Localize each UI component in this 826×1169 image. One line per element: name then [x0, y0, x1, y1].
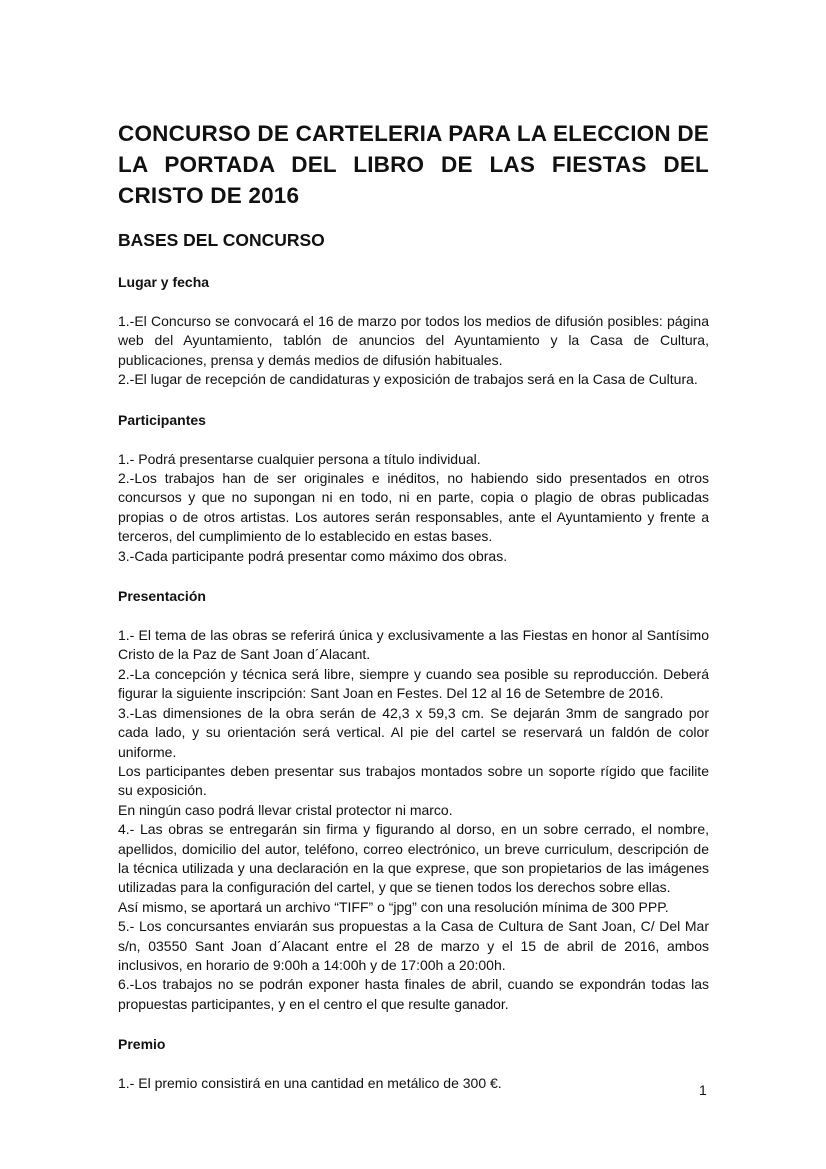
document-body	[118, 272, 709, 1114]
paragraph: 1.- Podrá presentarse cualquier persona a título individual.	[118, 450, 481, 467]
paragraph: 1.- El tema de las obras se referirá única y exclusivamente a las Fiestas en honor al Santísimo Cristo de la Paz de Sant Joan d´Alacant.	[118, 627, 709, 663]
paragraph: 5.- Los concursantes enviarán sus propuestas a la Casa de Cultura de Sant Joan, C/ Del Mar s/n, 03550 Sant Joan d´Alacant entre el 28 de marzo y el 15 de abril de 2016, ambos inclusivos, en horario de 9:00h a 14:00h y de 17:00h a 20:00h.	[118, 918, 709, 973]
paragraph: 1.- El premio consistirá en una cantidad en metálico de 300 €.	[118, 1075, 502, 1092]
paragraph: 6.-Los trabajos no se podrán exponer hasta finales de abril, cuando se expondrán todas las propuestas participantes, y en el centro el que resulte ganador.	[118, 976, 709, 1012]
paragraph: Así mismo, se aportará un archivo “TIFF” o “jpg” con una resolución mínima de 300 PPP.	[118, 898, 669, 915]
paragraph: 2.-Los trabajos han de ser originales e inéditos, no habiendo sido presentados en otros concursos y que no supongan ni en todo, ni en parte, copia o plagio de obras publicadas propias o de otros artistas. Los autores serán responsables, ante el Ayuntamiento y frente a terceros, del cumplimiento de lo establecido en estas bases.	[118, 470, 709, 545]
paragraph: 4.- Las obras se entregarán sin firma y figurando al dorso, en un sobre cerrado, el nombre, apellidos, domicilio del autor, teléfono, correo electrónico, un breve curriculum, descripción de la técnica utilizada y una declaración en la que exprese, que son propietarios de las imágenes utilizadas para la configuración del cartel, y que se tienen todos los derechos sobre ellas.	[118, 821, 709, 896]
paragraph: Los participantes deben presentar sus trabajos montados sobre un soporte rígido que facilite su exposición.	[118, 762, 709, 799]
paragraph: 3.-Cada participante podrá presentar como máximo dos obras.	[118, 547, 508, 564]
section-title: Premio	[118, 1036, 166, 1053]
paragraph: 1.-El Concurso se convocará el 16 de marzo por todos los medios de difusión posibles: página web del Ayuntamiento, tablón de anuncios del Ayuntamiento y la Casa de Cultura, publicaciones, prensa y demás medios de difusión habituales.	[118, 313, 709, 368]
document-title: CONCURSO DE CARTELERIA PARA LA ELECCION DE LA PORTADA DEL LIBRO DE LAS FIESTAS DEL CRISTO DE 2016	[118, 121, 709, 208]
section-presentacion	[118, 586, 709, 1014]
section-lugar-y-fecha	[118, 272, 709, 390]
section-title: Lugar y fecha	[118, 274, 210, 290]
section-premio	[118, 1034, 709, 1093]
section-participantes	[118, 410, 709, 566]
paragraph: 3.-Las dimensiones de la obra serán de 42,3 x 59,3 cm. Se dejarán 3mm de sangrado por cada lado, y su orientación será vertical. Al pie del cartel se reservará un faldón de color uniforme.	[118, 704, 709, 760]
section-title: Participantes	[118, 411, 206, 428]
paragraph: 2.-La concepción y técnica será libre, siempre y cuando sea posible su reproducción. Deberá figurar la siguiente inscripción: Sant Joan en Festes. Del 12 al 16 de Setembre de 2016.	[118, 665, 709, 702]
page-number: 1	[699, 1082, 707, 1098]
paragraph: 2.-El lugar de recepción de candidaturas y exposición de trabajos será en la Casa de Cultura.	[118, 371, 698, 388]
document-subtitle: BASES DEL CONCURSO	[118, 230, 325, 250]
paragraph: En ningún caso podrá llevar cristal protector ni marco.	[118, 801, 453, 818]
section-title: Presentación	[118, 588, 206, 605]
